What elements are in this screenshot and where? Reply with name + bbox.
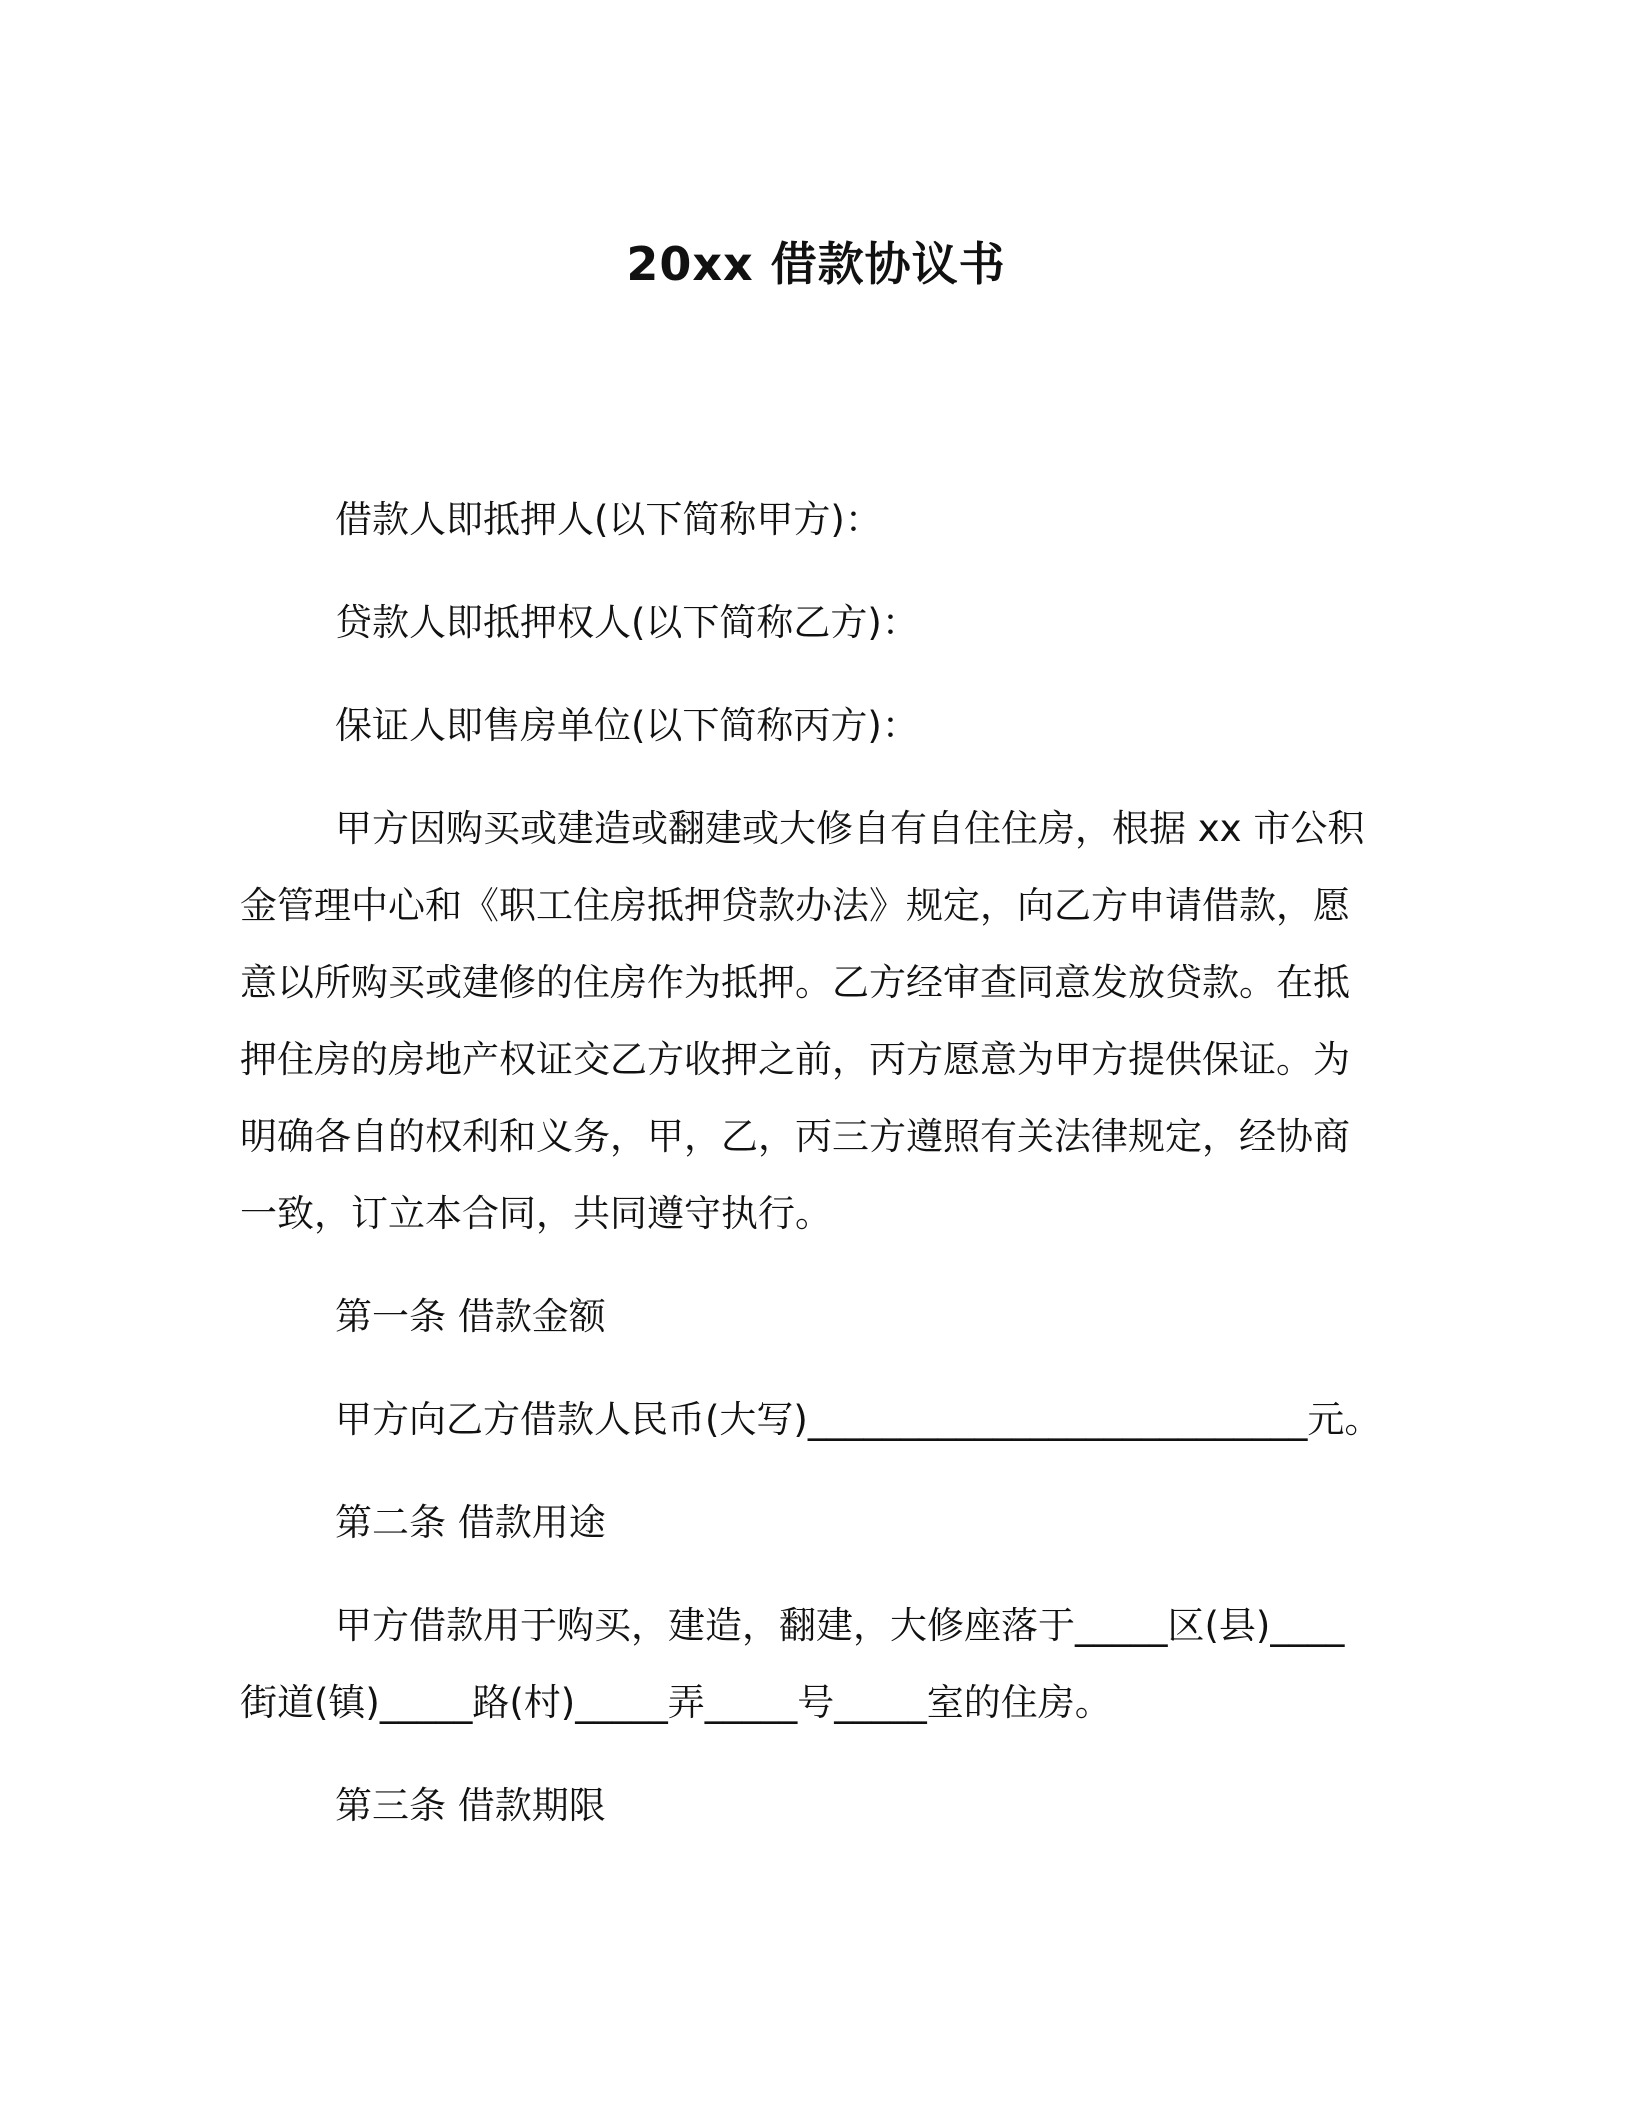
preamble-line: 押住房的房地产权证交乙方收押之前，丙方愿意为甲方提供保证。为 — [240, 1038, 1350, 1081]
party-borrower: 借款人即抵押人(以下简称甲方)： — [335, 498, 882, 541]
preamble-line: 明确各自的权利和义务，甲，乙，丙三方遵照有关法律规定，经协商 — [240, 1115, 1350, 1158]
article-2-body-line: 甲方借款用于购买，建造，翻建，大修座落于_____区(县)____ — [335, 1604, 1345, 1647]
article-1-body: 甲方向乙方借款人民币(大写)___________________________元。 — [335, 1398, 1382, 1441]
preamble-line: 甲方因购买或建造或翻建或大修自有自住住房，根据 xx 市公积 — [335, 807, 1365, 850]
article-2-heading: 第二条 借款用途 — [335, 1501, 606, 1544]
document-title: 20xx 借款协议书 — [626, 237, 1006, 291]
party-guarantor: 保证人即售房单位(以下简称丙方)： — [335, 704, 919, 747]
preamble-line: 一致，订立本合同，共同遵守执行。 — [240, 1192, 832, 1235]
preamble-line: 金管理中心和《职工住房抵押贷款办法》规定，向乙方申请借款，愿 — [240, 884, 1350, 927]
party-lender: 贷款人即抵押权人(以下简称乙方)： — [335, 601, 919, 644]
article-2-body-line: 街道(镇)_____路(村)_____弄_____号_____室的住房。 — [240, 1681, 1112, 1724]
article-3-heading: 第三条 借款期限 — [335, 1784, 606, 1827]
preamble-line: 意以所购买或建修的住房作为抵押。乙方经审查同意发放贷款。在抵 — [240, 961, 1350, 1004]
article-1-heading: 第一条 借款金额 — [335, 1295, 606, 1338]
